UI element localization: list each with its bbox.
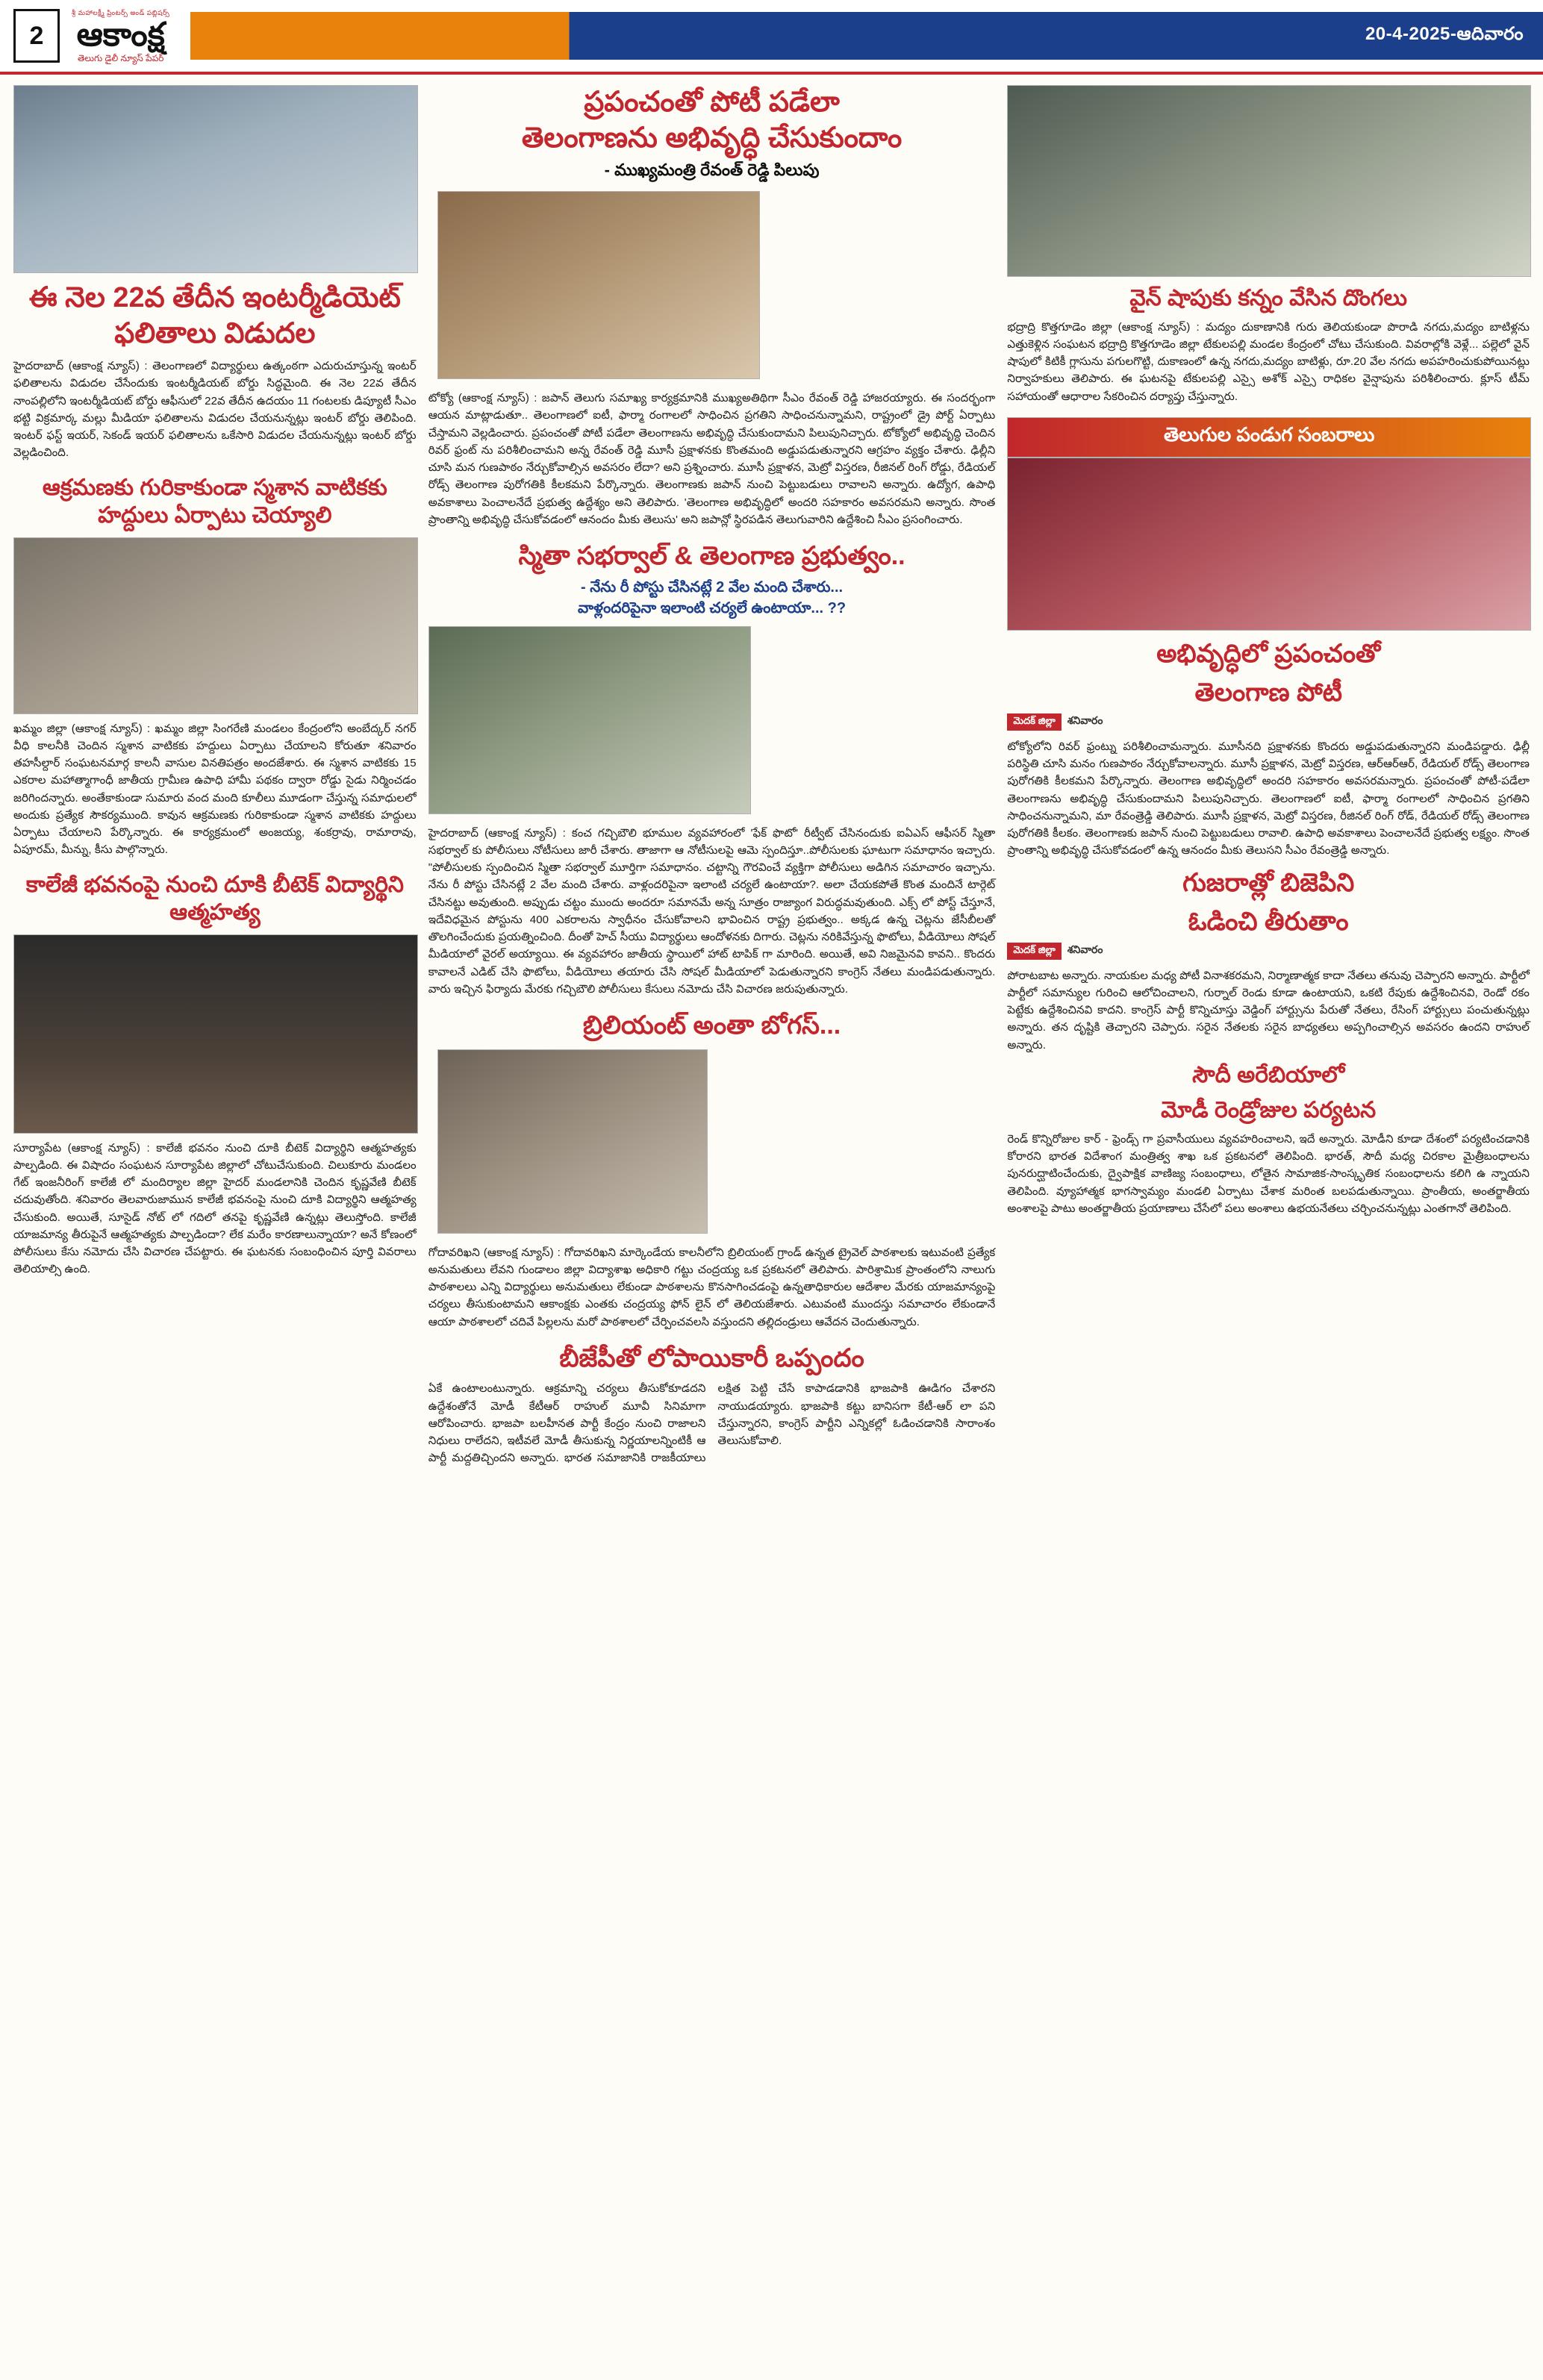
headline-gujarat-line2: ఓడించి తీరుతాం	[1188, 908, 1349, 936]
headline-graveyard-boundaries: ఆక్రమణకు గురికాకుండా స్మశాన వాటికకు హద్దులు ఏర్పాటు చెయ్యాలి	[42, 475, 387, 528]
headline-intermediate-results: ఈ నెల 22వ తేదీన ఇంటర్మీడియెట్ ఫలితాలు విడుదల	[28, 282, 401, 349]
page-content	[0, 75, 1543, 2377]
edition-date: 20-4-2025-ఆదివారం	[1365, 23, 1524, 44]
festival-banner: తెలుగుల పండుగ సంబరాలు	[1007, 417, 1531, 457]
story-student-suicide: సూర్యాపేట (ఆకాంక్ష న్యూస్) : కాలేజీ భవనం నుంచి దూకి బీటెక్ విద్యార్థిని ఆత్మహత్యకు పాల్పడింది. ఈ విషాదం సంఘటన సూర్యాపేట జిల్లాలో చోటుచేసుకుంది. చిలుకూరు మండలం గేట్ ఇంజనీరింగ్ కాలేజీ లో మందిర్యాల జిల్లా హైదర్ మండలానికి చెందిన కృష్ణవేణి బీటెక్ చదువుతోంది. శనివారం తెలవారుజామున కాలేజీ భవనంపై నుంచి దూకి విద్యార్థిని ఆత్మహత్య చేసుకుంది. అయితే, సూసైడ్ నోట్ లో గదిలో తనపై కృష్ణవేణి ఉన్నట్లు తెలుస్తోంది. కాలేజీ యాజమాన్య తీరుపైనే ఆత్మహత్యకు పాల్పడిందా? లేక మరేం కారణాలున్నాయా? అనే కోణంలో పోలీసులు కేసు నమోదు చేసి విచారణ చేపట్టారు. ఈ ఘటనకు సంబంధించిన పూర్తి వివరాలు తెలియాల్సి ఉంది.	[13, 1141, 417, 1276]
chief-minister-press-meet-photo	[437, 191, 760, 379]
column-right	[1007, 85, 1530, 2362]
deck-smita-line2: వాళ్లందరిపైనా ఇలాంటి చర్యలే ఉంటాయా... ??	[577, 599, 847, 616]
story-smita-sabharwal: హైదరాబాద్ (ఆకాంక్ష న్యూస్) : కంచ గచ్చిబౌలి భూముల వ్యవహారంలో 'ఫేక్ ఫొటో' రీట్వీట్ చేసినందుకు ఐఏఎస్ ఆఫీసర్ స్మితా సభర్వాల్ కు పోలీసులు నోటీసులు జారీ చేశారు. తాజాగా ఆ నోటీసులపై ఆమె స్పందిస్తూ..పోలీసులకు ఘాటుగా సమాధానం ఇచ్చారు. "పోలీసులకు స్పందించిన స్మితా సభర్వాల్ మూర్తిగా సమాధానం. చట్టాన్ని గౌరవించే వ్యక్తిగా పోలీసులు అడిగిన సమాచారం ఇచ్చాను. నేను రీ పోస్టు చేసినట్లే 2 వేల మంది చేశారు. వాళ్లందరిపైనా ఇలాంటి చర్యలే ఉంటాయా?. అలా చేయకపోతే కొంత మందినే టార్గెట్ చేసినట్టు అవుతుంది. అప్పుడు చట్టం ముందు అందరూ సమానమే అన్న సూత్రం రాజ్యాంగ విరుద్ధమవుతుంది. ఎక్స్ లో పోస్ట్ చేస్తూనే, ఇదేవిధమైన పోస్టును 400 ఎకరాలను స్వాధీనం చేసుకోవాలని భావించిన రాష్ట్ర ప్రభుత్వం.. అక్కడ ఉన్న చెట్లను జేసీబీలతో తొలగించేందుకు ప్రయత్నించింది. దీంతో హెచ్ సీయు విద్యార్థులు ఆందోళనకు దిగారు. చెట్లను నరికివేస్తున్న ఫొటోలు, వీడియోలు సోషల్ మీడియాలో వైరల్ అయ్యాయి. ఈ వ్యవహారం జాతీయ స్థాయిలో హాట్ టాపిక్ గా మారింది. అయితే, అవి నిజమైనవి కావని.. కొందరు కావాలనే ఎడిట్ చేసి ఫొటోలు, వీడియోలు తయారు చేసి సోషల్ మీడియాలో పెడుతున్నారని కాంగ్రెస్ నేతలు మండిపడుతున్నారు. వారు ఇచ్చిన ఫిర్యాదు మేరకు గచ్చిబౌలి పోలీసులు కేసులు నమోదు చేసి విచారణ జరుపుతున్నారు.	[428, 826, 996, 996]
headline-modi-saudi-line2: మోడీ రెండ్రోజుల పర్యటన	[1161, 1098, 1377, 1123]
logo-title: ఆకాంక్ష	[76, 16, 165, 53]
district-tag-2-day: శనివారం	[1067, 943, 1103, 955]
story-brilliant-bogus: గోదావరిఖని (ఆకాంక్ష న్యూస్) : గోదావరిఖని మార్కెండేయ కాలనీలోని బ్రిలియంట్ గ్రాండ్ ఉన్నత ట్రైవెల్ పాఠశాలకు ఇటువంటి ప్రత్యేక అనుమతులు లేవని గుండాలం జిల్లా విద్యాశాఖ అధికారి గట్టు చంద్రయ్య ఒక ప్రకటనలో తెలిపారు. పారిశ్రామిక ప్రాంతంలోని నాలుగు పాఠశాలలు ఎన్ని విద్యార్థులు అనుమతులు లేకుండా పాఠశాలను కొనసాగించడంపై ఉన్నతాధికారుల ఆదేశాల మేరకు యాజమాన్యంపై చర్యలు తీసుకుంటామని ఆకాంక్షకు ఎంతకు చంద్రయ్య ఫోన్ లైన్ లో తెలియజేశారు. ఎటువంటి ముందస్తు సమాచారం లేకుండానే ఆయా పాఠశాలలో చదివే పిల్లలను మరో పాఠశాలలో చేర్పించవలసి వస్తుందని తల్లిదండ్రులు ఆవేదన చెందుతున్నారు.	[428, 1246, 996, 1328]
story-modi-saudi-visit: రెండ్ కొన్నిరోజుల కార్ - ఫ్రెండ్స్ గా ప్రవాసీయులు వ్యవహరించాలని, ఇదే అన్నారు. మోడీని కూడా దేశంలో పర్యటించడానికి కోరారని భారత విదేశాంగ మంత్రిత్వ శాఖ ఒక ప్రకటనలో తెలిపింది. భారత్, సౌదీ మధ్య చిరకాల మైత్రీబంధాలను పునరుద్ఘాటించేందుకు, ద్వైపాక్షిక వాణిజ్య సంబంధాలు, లోతైన సామాజిక-సాంస్కృతిక సంబంధాలను కలిగి ఉ న్నాయని తెలిపింది. వ్యూహాత్మక భాగస్వామ్యం మండలి ఏర్పాటు చేశాక మరింత బలపడుతున్నాయి. ప్రాంతీయ, అంతర్జాతీయ అంశాలపై పాటు అంతర్జాతీయ ప్రయాణాలు చేసేలో పలు అంశాలు ఉభయనేతలు చర్చించనున్నట్లు ఎంతగానో తెలిపింది.	[1007, 1132, 1530, 1215]
telugu-new-year-celebrations-stage-photo	[1007, 457, 1531, 631]
village-people-group-photo	[13, 537, 418, 714]
story-wine-shop-theft: భద్రాద్రి కొత్తగూడెం జిల్లా (ఆకాంక్ష న్యూస్) : మద్యం దుకాణానికి గురు తెలియకుండా పొరాడి నగదు,మద్యం బాటిళ్లను ఎత్తుకెళ్లిన సంఘటన భద్రాద్రి కొత్తగూడెం జిల్లా టేకులపల్లి మండల కేంద్రంలో చోటు చేసుకుంది. వివరాల్లోకి వెళ్లే... పల్లెలో వైన్ షాపులో కిటికీ గ్లాసును పగులగొట్టి, దుకాణంలో ఉన్న నగదు,మద్యం బాటిళ్లు, రూ.20 వేల నగదు అపహరించుకుపోయినట్లు నిర్వాహకులు తెలిపారు. ఈ ఘటనపై టేకులపల్లి ఎస్సై అశోక్ ఎస్సై రాధికల వైన్షాపును పరిశీలించారు. క్లూస్ టీమ్ సహాయంతో ఆధారాల సేకరించిన దర్యాప్తు చేస్తున్నారు.	[1007, 320, 1530, 403]
headline-development-line2: తెలంగాణ పోటీ	[1194, 678, 1342, 708]
logo-subtitle: తెలుగు డైలీ న్యూస్ పేపర్	[77, 53, 164, 63]
column-middle	[428, 85, 996, 2362]
headline-wine-shop-theft: వైన్ షాపుకు కన్నం వేసిన దొంగలు	[1129, 286, 1408, 310]
headline-student-suicide: కాలేజీ భవనంపై నుంచి దూకి బీటెక్ విద్యార్థిని ఆత్మహత్య	[25, 872, 404, 925]
story-bjp-deal: ఏకే ఉంటాలంటున్నారు. ఆక్రమాన్ని చర్యలు తీసుకోకూడదని ఉద్దేశంతోనే మోడీ కేటీఆర్ రాహుల్ మూవీ సినిమాగా ఆరోపించారు. భాజపా బలహీనత పార్టీ కేంద్రం నుంచి రాజాలని నిధులు రాలేదని, ఇటీవలే మోడీ తీసుకున్న నిర్ణయాలన్నింటికీ ఆ పార్టీ మద్దతిచ్చిందని అన్నారు. భారత సమాజానికి రాజకీయాలు లక్షిత పెట్టి చేసే కాపాడడానికి భాజపాకి ఊడిగం చేశారని నాయుడయ్యారు. భాజపాకి కట్టు బానిసగా కేటీ-ఆర్ లా పని చేస్తున్నారని, కాంగ్రెస్ పార్టీని ఎన్నికల్లో ఓడించడానికి సారాంశం తెలుసుకోవాలి.	[428, 1382, 996, 1465]
district-tag-2: మెదక్ జిల్లా	[1007, 943, 1061, 960]
headline-development-line1: అభివృద్ధిలో ప్రపంచంతో	[1156, 639, 1381, 668]
page-number: 2	[13, 9, 60, 63]
headline-cm-main-line2: తెలంగాణను అభివృద్ధి చేసుకుందాం	[521, 122, 903, 154]
district-officer-at-desk-photo	[437, 1049, 708, 1234]
deceased-body-photo	[13, 934, 418, 1134]
headline-modi-saudi-line1: సౌదీ అరేబియాలో	[1192, 1062, 1345, 1087]
story-cm-japan: టోక్యో (ఆకాంక్ష న్యూస్) : జపాన్ తెలుగు సమాఖ్య కార్యక్రమానికి ముఖ్యఅతిథిగా సీఎం రేవంత్ రెడ్డి హాజరయ్యారు. ఈ సందర్భంగా ఆయన మాట్లాడుతూ.. తెలంగాణలో ఐటీ, ఫార్మా రంగాలలో సాధించిన ప్రగతిని సాధించనున్నామని, రాష్ట్రంలో డ్రై పోర్ట్ ఏర్పాటు చేస్తామని వెల్లడించారు. ప్రపంచంతో పోటీ పడేలా తెలంగాణను అభివృద్ధి చేసుకుందామని పిలుపునిచ్చారు. టోక్యోలో అభివృద్ధి చెందిన రివర్ ఫ్రంట్ ను పరిశీలించామని అన్న రేవంత్ రెడ్డి మూసీ ప్రక్షాళనకు కొంతమంది అడ్డుపడుతున్నారని ఆగ్రహం వ్యక్తం చేశారు. ఢిల్లీని చూసి మన గుణపాఠం నేర్చుకోవాల్సిన అవసరం లేదా? అని ప్రశ్నించారు. మూసీ ప్రక్షాళన, మెట్రో విస్తరణ, రీజినల్ రింగ్ రోడ్డు, రేడియల్ రోడ్స్ తెలంగాణ పురోగతికి కీలకమని పేర్కొన్నారు. తెలంగాణకు జపాన్ నుంచి పెట్టుబడులు రావాలని అన్నారు. ఉద్యోగ, ఉపాధి అవకాశాలు పెంచాలనేదే ప్రభుత్వ ఉద్దేశ్యం అని తెలిపారు. 'తెలంగాణ అభివృద్ధిలో అందరి సహకారం అవసరమని అన్నారు. సొంత ప్రాంతాన్ని అభివృద్ధి చేసుకోవడంలో ఆనందం మీకు తెలుసు' అని జపాన్లో స్థిరపడిన తెలుగువారిని ఉద్దేశించి సీఎం ప్రసంగించారు.	[428, 392, 996, 526]
logo-top-line: శ్రీ మహాలక్ష్మీ ప్రింటర్స్ అండ్ పబ్లిషర్స్	[72, 9, 170, 16]
ias-officer-smita-sabharwal-photo	[428, 626, 751, 814]
district-tag-1-day: శనివారం	[1067, 714, 1103, 727]
story-gujarat-bjp: పోరాటబాట అన్నారు. నాయకుల మధ్య పోటీ వినాశకరమని, నిర్మాణాత్మక కాదా నేతలు తనువు చెప్పారని అన్నారు. పార్టీలో పార్టీలో సమాన్యుల గురించి ఆలోచించాలని, గుర్నాల్ రెండు కూడా ఉంటాయని, ఒకటి రేపుకు ఉద్దేశించినవి, రెండో రకం పెట్టేకు ఉద్దేశించినవి కాదని. కాంగ్రెస్ పార్టీ కొన్నిచూస్తు వెడ్డింగ్ హార్ట్సును పేరుతో నేతలు, రేసింగ్ హార్ట్సులు పంచుతున్నట్లు అన్నారు. తన దృష్టికి తెచ్చారని చెప్పారు. సరైన నేతలకు సరైన బాధ్యతలు అప్పగించాల్సిన అవసరం ఉందని రాహుల్ అన్నారు.	[1007, 969, 1530, 1052]
headline-cm-main-line1: ప్రపంచంతో పోటీ పడేలా	[584, 87, 840, 118]
story-intermediate-results: హైదరాబాద్ (ఆకాంక్ష న్యూస్) : తెలంగాణలో విద్యార్థులు ఉత్కంఠగా ఎదురుచూస్తున్న ఇంటర్ ఫలితాలను విడుదల చేసేందుకు ఇంటర్మీడియట్ బోర్డు సిద్ధమైంది. ఈ నెల 22వ తేదీన నాంపల్లిలోని ఇంటర్మీడియట్ బోర్డు ఆఫీసులో 22వ తేదీన ఉదయం 11 గంటలకు డిప్యూటీ సీఎం భట్టి విక్రమార్క మల్లు మీడియా ఫలితాలను విడుదల చేయనున్నట్లు ఇంటర్ బోర్డు తెలిపింది. ఇంటర్ ఫస్ట్ ఇయర్, సెకండ్ ఇయర్ ఫలితాలను ఒకేసారి విడుదల చేయనున్నట్లు ఇంటర్ బోర్డు వెల్లడించింది.	[13, 360, 417, 460]
story-development-world-competition: టోక్యోలోని రివర్ ఫ్రంట్ను పరిశీలించామన్నారు. మూసీనది ప్రక్షాళనకు కొందరు అడ్డుపడుతున్నారని మండిపడ్డారు. ఢిల్లీ పరిస్థితి చూసి మనం గుణపాఠం నేర్చుకోవాలన్నారు. మూసీ ప్రక్షాళన, మెట్రో విస్తరణ, ఆర్ఆర్ఆర్, రేడియల్ రోడ్స్ తెలంగాణ పురోగతికి కీలకమని పేర్కొన్నారు. తెలంగాణ అభివృద్ధిలో అందరి సహకారం అవసరమన్నారు. ప్రపంచంతో పోటీ-పడేలా తెలంగాణను అభివృద్ధి చేసుకుందామని పిలుపునిచ్చారు. తెలంగాణలో ఐటీ, ఫార్మా రంగాలలో సాధించిన ప్రగతిని సాధించనున్నామని, మా రేవంత్రెడ్డి తెలిపారు. మూసీ ప్రక్షాళన, మెట్రో విస్తరణ, రీజినల్ రింగ్ రోడ్, రేడియల్ రోడ్స్ తెలంగాణ పురోగతికి కీలకం. తెలంగాణకు జపాన్ నుంచి పెట్టుబడులు రావాలి. ఉపాధి అవకాశాలు పెంచాలనేదే ప్రభుత్వ లక్ష్యం. సొంత ప్రాంతాన్ని అభివృద్ధి చేసుకోవడంలో ఉన్న ఆనందం మీకు తెలుసని సీఎం రేవంత్రెడ్డి అన్నారు.	[1007, 740, 1530, 858]
column-left	[13, 85, 417, 2362]
newspaper-logo	[67, 0, 183, 72]
headline-bjp-deal: బీజేపీతో లోపాయికారీ ఒప్పందం	[559, 1343, 864, 1372]
masthead-color-strip	[190, 12, 1543, 60]
headline-brilliant-bogus: బ్రిలియంట్ అంతా బోగస్...	[582, 1011, 841, 1040]
police-inspection-wine-shop-photo	[1007, 85, 1531, 277]
dateline-medak-1	[1007, 713, 1530, 731]
story-graveyard-boundaries: ఖమ్మం జిల్లా (ఆకాంక్ష న్యూస్) : ఖమ్మం జిల్లా సింగరేణి మండలం కేంద్రంలోని అంబేద్కర్ నగర్ వీధి కాలనీకి చెందిన స్మశాన వాటికకు హద్దులు ఏర్పాటు చేయాలని కోరుతూ శనివారం తహసీల్దార్ సంఘటనమార్గ కాలనీ వాసుల వినతిపత్రం అందజేశారు. ఈ స్మశాన వాటికకు 15 ఎకరాల మహాత్మాగాంధీ జాతీయ గ్రామీణ ఉపాధి హామీ పథకం ద్వారా రోడ్డు సైడు నిర్మించడం జరిగిందన్నారు. అంతేకాకుండా సుమారు వంద మంది కూలీలు మూడంగా చేస్తున్న సమాధులలో అందుకు ప్రత్యేక సౌకర్యముంది. కావున ఆక్రమణకు గురికాకుండా స్మశాన వాటికకు హద్దులు ఏర్పాటు చేయాలని పేర్కొన్నారు. ఈ కార్యక్రమంలో అంజయ్య, శంకర్రావు, రామారావు, ఏపూరమ్, మీన్ను, కీసు పాల్గొన్నారు.	[13, 722, 417, 857]
students-computer-lab-photo	[13, 85, 418, 273]
headline-gujarat-line1: గుజరాత్లో బిజెపిని	[1182, 868, 1355, 897]
masthead	[0, 0, 1543, 75]
deck-smita-line1: - నేను రీ పోస్టు చేసినట్లే 2 వేల మంది చేశారు...	[581, 578, 844, 596]
dateline-medak-2	[1007, 943, 1530, 960]
headline-cm-main-subhead: - ముఖ్యమంత్రి రేవంత్ రెడ్డి పిలుపు	[604, 160, 820, 179]
district-tag-1: మెదక్ జిల్లా	[1007, 713, 1061, 731]
headline-smita-sabharwal: స్మితా సభర్వాల్ & తెలంగాణ ప్రభుత్వం..	[518, 542, 905, 570]
